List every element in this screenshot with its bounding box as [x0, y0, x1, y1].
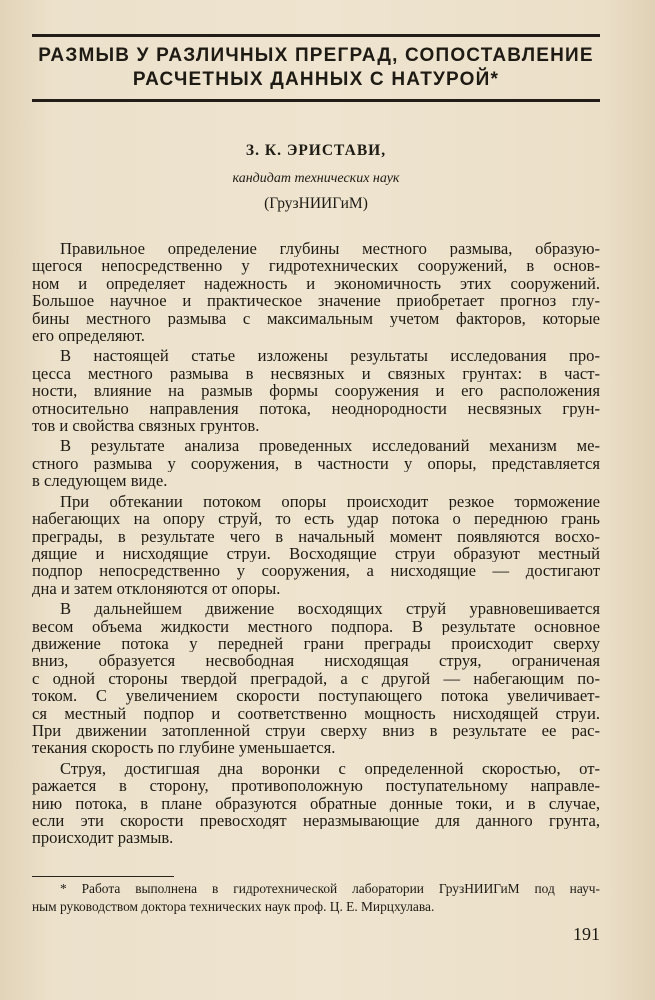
- title-line-1: РАЗМЫВ У РАЗЛИЧНЫХ ПРЕГРАД, СОПОСТАВЛЕНИЕ: [38, 45, 594, 66]
- paragraph-line: дящие и нисходящие струи. Восходящие струи образуют местный: [32, 544, 600, 563]
- paragraph: [32, 347, 600, 434]
- paragraph-line: током. С увеличением скорости поступающего потока увеличивает-: [32, 687, 600, 705]
- paragraph-line: вниз, образуется несвободная нисходящая струя, ограниченая: [32, 652, 600, 670]
- paragraph-line: в следующем виде.: [32, 472, 168, 490]
- paragraph-line: ности, влияние на размыв формы сооружения и его расположения: [32, 382, 600, 400]
- paragraph-line: относительно направления потока, неоднородности несвязных грун-: [32, 399, 600, 418]
- footnote-rule: [32, 876, 174, 877]
- footnote-line: * Работа выполнена в гидротехнической лаборатории ГрузНИИГиМ под науч-: [60, 881, 600, 896]
- author-name: З. К. ЭРИСТАВИ,: [245, 142, 387, 159]
- footnote: [32, 880, 600, 916]
- paragraph-line: тов и свойства связных грунтов.: [32, 417, 260, 435]
- paragraph-line: если эти скорости превосходят неразмывающие для данного грунта,: [32, 812, 600, 830]
- paragraph-line: преграды, в результате чего в начальный момент появляются восхо-: [32, 527, 600, 545]
- article-body: [32, 240, 600, 850]
- paragraph-line: нию потока, в плане образуются обратные донные токи, и в случае,: [32, 794, 600, 812]
- paragraph-line: движение потока у передней грани преграды происходит сверху: [32, 634, 600, 653]
- paragraph-line: При обтекании потоком опоры происходит резкое торможение: [60, 492, 600, 511]
- paragraph: [32, 240, 600, 344]
- paragraph-line: происходит размыв.: [32, 829, 174, 847]
- title-bottom-rule: [32, 99, 600, 102]
- paragraph: [32, 437, 600, 489]
- paragraph-line: В настоящей статье изложены результаты исследования про-: [60, 347, 600, 365]
- paragraph-line: ся местный подпор и соответственно мощность нисходящей струи.: [32, 704, 600, 722]
- paragraph-line: его определяют.: [32, 327, 145, 345]
- paragraph-line: дна и затем отклоняются от опоры.: [32, 579, 281, 598]
- paragraph-line: весом объема жидкости местного подпора. В результате основное: [32, 617, 600, 635]
- paragraph-line: с одной стороны твердой преградой, а с другой — набегающим по-: [32, 669, 600, 688]
- footnote-line: ным руководством доктора технических наук проф. Ц. Е. Мирцхулава.: [32, 899, 435, 914]
- paragraph-line: текания скорость по глубине уменьшается.: [32, 739, 336, 757]
- paragraph: [32, 493, 600, 597]
- paragraph: [32, 600, 600, 757]
- page-number: 191: [573, 924, 600, 944]
- title-top-rule: [32, 34, 600, 37]
- paragraph-line: Струя, достигшая дна воронки с определенной скоростью, от-: [60, 759, 600, 778]
- paragraph-line: ражается в сторону, противоположную поступательному направле-: [32, 777, 600, 795]
- author-degree: кандидат технических наук: [232, 171, 400, 186]
- paragraph-line: Большое научное и практическое значение приобретает прогноз глу-: [32, 292, 600, 310]
- paragraph-line: ном и определяет надежность и экономичность этих сооружений.: [32, 274, 600, 293]
- paragraph-line: подпор непосредственно у сооружения, а нисходящие — достигают: [32, 562, 600, 580]
- title-line-2: РАСЧЕТНЫХ ДАННЫХ С НАТУРОЙ*: [132, 69, 500, 90]
- paragraph-line: щегося непосредственно у гидротехнических сооружений, в основ-: [32, 257, 600, 275]
- paragraph-line: В дальнейшем движение восходящих струй уравновешивается: [60, 600, 600, 618]
- paragraph-line: При движении затопленной струи сверху вниз в результате ее рас-: [32, 721, 600, 740]
- author-organization: (ГрузНИИГиМ): [264, 195, 368, 212]
- paragraph-line: набегающих на опору струй, то есть удар потока о переднюю грань: [32, 510, 600, 528]
- paragraph-line: Правильное определение глубины местного размыва, образую-: [60, 240, 600, 258]
- paragraph: [32, 760, 600, 847]
- article-title: [32, 44, 600, 92]
- paragraph-line: стного размыва у сооружения, в частности у опоры, представляется: [32, 454, 600, 473]
- paragraph-line: цесса местного размыва в несвязных и связных грунтах: в част-: [32, 364, 600, 383]
- paragraph-line: бины местного размыва с максимальным учетом факторов, которые: [32, 309, 600, 328]
- paragraph-line: В результате анализа проведенных исследований механизм ме-: [60, 437, 600, 455]
